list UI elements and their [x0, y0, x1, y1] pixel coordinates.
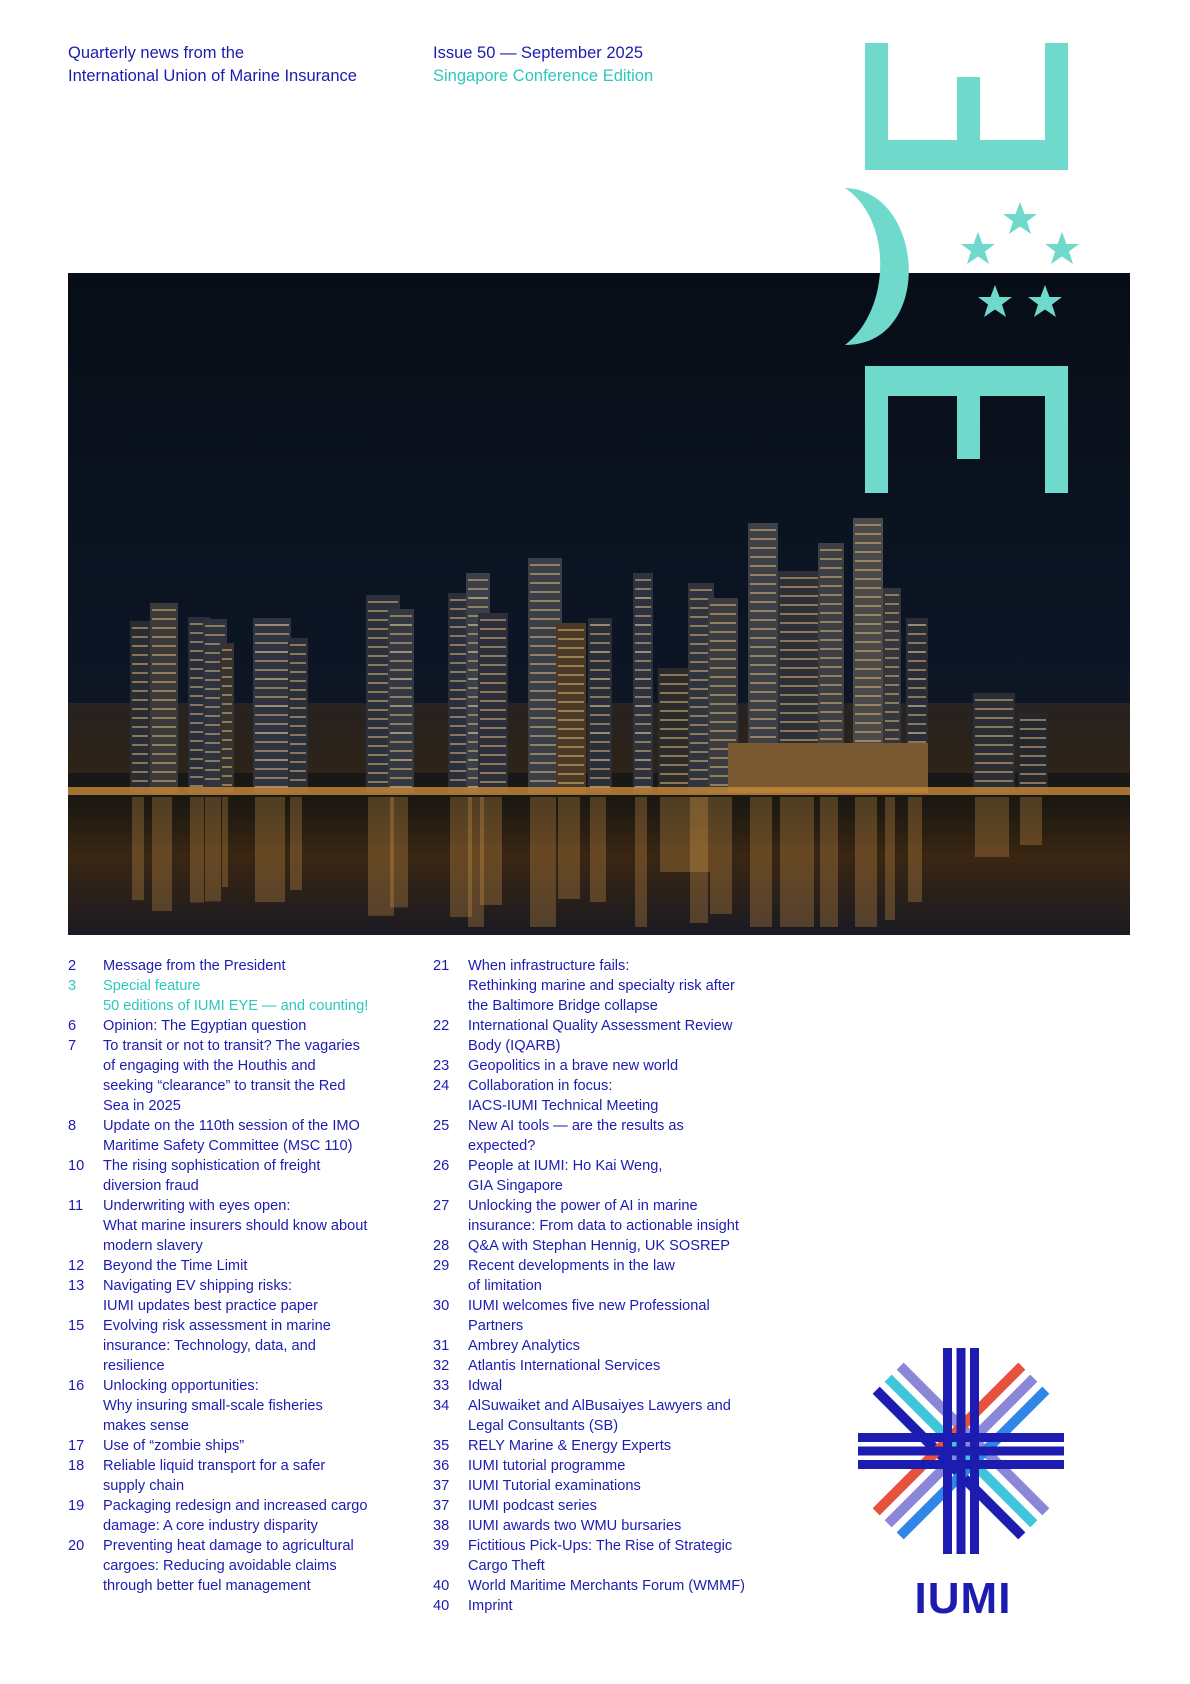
toc-entry[interactable] — [433, 1516, 793, 1536]
toc-title-line: Underwriting with eyes open: — [103, 1198, 291, 1214]
toc-entry[interactable] — [433, 956, 793, 1016]
toc-title-line: Geopolitics in a brave new world — [468, 1058, 679, 1074]
toc-title-line: Unlocking opportunities: — [103, 1378, 259, 1394]
toc-page-number: 25 — [433, 1118, 450, 1134]
toc-entry[interactable] — [68, 1436, 398, 1456]
toc-title-line: GIA Singapore — [468, 1178, 563, 1194]
toc-title — [103, 1276, 398, 1316]
toc-page-number: 33 — [433, 1378, 450, 1394]
toc-title-line: of engaging with the Houthis and — [103, 1058, 316, 1074]
toc-page-number: 22 — [433, 1018, 450, 1034]
header-right — [433, 42, 653, 88]
toc-page-number: 7 — [68, 1038, 77, 1054]
toc-page-number: 3 — [68, 978, 77, 994]
toc-title-line: damage: A core industry disparity — [103, 1518, 318, 1534]
toc-page-number: 11 — [68, 1198, 84, 1214]
issue-label: Issue 50 — September 2025 — [433, 44, 644, 62]
toc-page-number: 12 — [68, 1258, 85, 1274]
toc-entry[interactable] — [433, 1356, 793, 1376]
toc-page-number: 21 — [433, 958, 450, 974]
toc-entry[interactable] — [68, 1116, 398, 1156]
toc-title — [468, 1296, 793, 1336]
toc-title — [103, 976, 398, 1016]
toc-title — [103, 956, 398, 976]
toc-title-line: Fictitious Pick-Ups: The Rise of Strategic — [468, 1538, 733, 1554]
toc-title-line: Rethinking marine and specialty risk after — [468, 978, 735, 994]
toc-title — [468, 1076, 793, 1116]
toc-title — [468, 1056, 793, 1076]
toc-entry[interactable] — [433, 1596, 793, 1616]
toc-title — [468, 1576, 793, 1596]
toc-entry[interactable] — [68, 1196, 398, 1256]
toc-entry[interactable] — [68, 1016, 398, 1036]
toc-title-line: IUMI updates best practice paper — [103, 1298, 318, 1314]
toc-entry[interactable] — [68, 1496, 398, 1536]
toc-title-line: IUMI tutorial programme — [468, 1458, 626, 1474]
toc-title-line: International Quality Assessment Review — [468, 1018, 733, 1034]
toc-title-line: Message from the President — [103, 958, 286, 974]
toc-page-number: 37 — [433, 1498, 450, 1514]
toc-title-line: Cargo Theft — [468, 1558, 545, 1574]
toc-title — [468, 956, 793, 1016]
toc-title-line: Legal Consultants (SB) — [468, 1418, 619, 1434]
toc-page-number: 27 — [433, 1198, 450, 1214]
toc-title-line: The rising sophistication of freight — [103, 1158, 321, 1174]
toc-title-line: Maritime Safety Committee (MSC 110) — [103, 1138, 353, 1154]
toc-entry[interactable] — [433, 1536, 793, 1576]
toc-page-number: 39 — [433, 1538, 450, 1554]
toc-title — [468, 1156, 793, 1196]
toc-title — [468, 1376, 793, 1396]
toc-title-line: Unlocking the power of AI in marine — [468, 1198, 698, 1214]
toc-title — [103, 1116, 398, 1156]
toc-title-line: insurance: Technology, data, and — [103, 1338, 316, 1354]
toc-title-line: RELY Marine & Energy Experts — [468, 1438, 672, 1454]
toc-page-number: 34 — [433, 1398, 450, 1414]
toc-title-line: Why insuring small-scale fisheries — [103, 1398, 323, 1414]
toc-title — [468, 1496, 793, 1516]
toc-title-line: Idwal — [468, 1378, 503, 1394]
toc-entry[interactable] — [433, 1336, 793, 1356]
toc-title-line: Body (IQARB) — [468, 1038, 561, 1054]
toc-entry[interactable] — [68, 976, 398, 1016]
toc-title-line: Packaging redesign and increased cargo — [103, 1498, 368, 1514]
toc-page-number: 36 — [433, 1458, 450, 1474]
toc-title — [103, 1196, 398, 1256]
toc-title-line: the Baltimore Bridge collapse — [468, 998, 658, 1014]
toc-entry[interactable] — [433, 1196, 793, 1236]
toc-title-line: Preventing heat damage to agricultural — [103, 1538, 354, 1554]
toc-page-number: 29 — [433, 1258, 450, 1274]
toc-title — [468, 1196, 793, 1236]
toc-title-line: AlSuwaiket and AlBusaiyes Lawyers and — [468, 1398, 731, 1414]
toc-title — [103, 1316, 398, 1376]
iumi-wordmark: IUMI — [914, 1574, 1012, 1623]
toc-page-number: 23 — [433, 1058, 450, 1074]
toc-title-line: resilience — [103, 1358, 165, 1374]
edition-label: Singapore Conference Edition — [433, 67, 654, 85]
toc-title — [468, 1596, 793, 1616]
toc-title — [103, 1456, 398, 1496]
toc-title-line: of limitation — [468, 1278, 542, 1294]
toc-title — [103, 1496, 398, 1536]
toc-title-line: insurance: From data to actionable insight — [468, 1218, 739, 1234]
toc-title-line: makes sense — [103, 1418, 189, 1434]
toc-title-line: Navigating EV shipping risks: — [103, 1278, 292, 1294]
toc-title — [468, 1436, 793, 1456]
toc-title-line: World Maritime Merchants Forum (WMMF) — [468, 1578, 746, 1594]
header-tagline-line2: International Union of Marine Insurance — [68, 67, 357, 85]
toc-title — [468, 1116, 793, 1156]
toc-title-line: IUMI awards two WMU bursaries — [468, 1518, 682, 1534]
toc-page-number: 2 — [68, 958, 77, 974]
toc-page-number: 24 — [433, 1078, 450, 1094]
toc-title-line: through better fuel management — [103, 1578, 311, 1594]
toc-page-number: 35 — [433, 1438, 450, 1454]
eye-logo-icon — [845, 40, 1090, 495]
toc-title — [103, 1036, 398, 1116]
header-left — [68, 42, 357, 88]
toc-page-number: 13 — [68, 1278, 85, 1294]
toc-title-line: When infrastructure fails: — [468, 958, 630, 974]
toc-title — [103, 1376, 398, 1436]
toc-entry[interactable] — [433, 1576, 793, 1596]
toc-page-number: 6 — [68, 1018, 77, 1034]
toc-title — [468, 1476, 793, 1496]
toc-entry[interactable] — [68, 1036, 398, 1116]
toc-title-line: Ambrey Analytics — [468, 1338, 580, 1354]
toc-entry[interactable] — [68, 1456, 398, 1496]
toc-title-line: Beyond the Time Limit — [103, 1258, 248, 1274]
toc-entry[interactable] — [433, 1296, 793, 1336]
toc-title-line: seeking “clearance” to transit the Red — [103, 1078, 346, 1094]
toc-title-line: Recent developments in the law — [468, 1258, 675, 1274]
toc-entry[interactable] — [433, 1476, 793, 1496]
toc-title — [468, 1396, 793, 1436]
toc-page-number: 18 — [68, 1458, 85, 1474]
toc-title — [468, 1456, 793, 1476]
toc-entry[interactable] — [433, 1256, 793, 1296]
toc-title-line: modern slavery — [103, 1238, 203, 1254]
toc-page-number: 37 — [433, 1478, 450, 1494]
toc-entry[interactable] — [68, 956, 398, 976]
toc-title — [103, 1536, 398, 1596]
toc-entry[interactable] — [68, 1256, 398, 1276]
toc-page-number: 26 — [433, 1158, 450, 1174]
toc-title — [468, 1016, 793, 1056]
toc-title-line: IUMI Tutorial examinations — [468, 1478, 641, 1494]
toc-entry[interactable] — [433, 1236, 793, 1256]
toc-page-number: 32 — [433, 1358, 450, 1374]
header-tagline-line1: Quarterly news from the — [68, 44, 245, 62]
toc-title — [468, 1536, 793, 1576]
toc-title-line: New AI tools — are the results as — [468, 1118, 684, 1134]
toc-title-line: Collaboration in focus: — [468, 1078, 613, 1094]
toc-title — [103, 1256, 398, 1276]
toc-page-number: 30 — [433, 1298, 450, 1314]
toc-title — [468, 1256, 793, 1296]
toc-page-number: 20 — [68, 1538, 85, 1554]
toc-entry[interactable] — [433, 1116, 793, 1156]
toc-title — [103, 1436, 398, 1456]
toc-title — [468, 1516, 793, 1536]
toc-title-line: Q&A with Stephan Hennig, UK SOSREP — [468, 1238, 731, 1254]
toc-title-line: Use of “zombie ships” — [103, 1438, 245, 1454]
toc-entry[interactable] — [433, 1016, 793, 1056]
toc-page-number: 8 — [68, 1118, 77, 1134]
toc-entry[interactable] — [433, 1456, 793, 1476]
toc-entry[interactable] — [433, 1396, 793, 1436]
toc-title — [103, 1016, 398, 1036]
toc-entry[interactable] — [433, 1496, 793, 1516]
toc-title-line: Reliable liquid transport for a safer — [103, 1458, 326, 1474]
toc-title-line: Evolving risk assessment in marine — [103, 1318, 331, 1334]
toc-title-line: Update on the 110th session of the IMO — [103, 1118, 360, 1134]
toc-title-line: diversion fraud — [103, 1178, 199, 1194]
toc-entry[interactable] — [433, 1156, 793, 1196]
toc-title-line: supply chain — [103, 1478, 185, 1494]
toc-title — [468, 1336, 793, 1356]
toc-title-line: Sea in 2025 — [103, 1098, 181, 1114]
toc-page-number: 10 — [68, 1158, 85, 1174]
toc-title-line: People at IUMI: Ho Kai Weng, — [468, 1158, 663, 1174]
toc-page-number: 19 — [68, 1498, 85, 1514]
toc-page-number: 38 — [433, 1518, 450, 1534]
toc-entry[interactable] — [68, 1316, 398, 1376]
toc-title — [468, 1356, 793, 1376]
toc-title-line: To transit or not to transit? The vagaries — [103, 1038, 360, 1054]
toc-entry[interactable] — [433, 1076, 793, 1116]
toc-title-line: What marine insurers should know about — [103, 1218, 368, 1234]
toc-title — [103, 1156, 398, 1196]
toc-page-number: 40 — [433, 1578, 450, 1594]
toc-page-number: 40 — [433, 1598, 450, 1614]
toc-left-column — [68, 956, 398, 1596]
toc-entry[interactable] — [68, 1536, 398, 1596]
toc-entry[interactable] — [68, 1156, 398, 1196]
toc-page-number: 28 — [433, 1238, 450, 1254]
toc-entry[interactable] — [68, 1376, 398, 1436]
toc-title-line: Special feature — [103, 978, 201, 994]
toc-title-line: Partners — [468, 1318, 524, 1334]
iumi-star-logo-icon — [858, 1346, 1064, 1556]
toc-title-line: Atlantis International Services — [468, 1358, 661, 1374]
toc-title-line: IACS-IUMI Technical Meeting — [468, 1098, 659, 1114]
toc-entry[interactable] — [433, 1376, 793, 1396]
toc-title-line: cargoes: Reducing avoidable claims — [103, 1558, 337, 1574]
toc-title-line: Imprint — [468, 1598, 513, 1614]
toc-title — [468, 1236, 793, 1256]
toc-page-number: 16 — [68, 1378, 85, 1394]
toc-entry[interactable] — [433, 1436, 793, 1456]
toc-title-line: IUMI welcomes five new Professional — [468, 1298, 710, 1314]
toc-title-line: expected? — [468, 1138, 536, 1154]
toc-entry[interactable] — [433, 1056, 793, 1076]
toc-page-number: 15 — [68, 1318, 85, 1334]
toc-right-column — [433, 956, 793, 1616]
toc-title-line: Opinion: The Egyptian question — [103, 1018, 307, 1034]
toc-page-number: 17 — [68, 1438, 85, 1454]
toc-page-number: 31 — [433, 1338, 450, 1354]
toc-title-line: IUMI podcast series — [468, 1498, 597, 1514]
toc-title-line: 50 editions of IUMI EYE — and counting! — [103, 998, 369, 1014]
toc-entry[interactable] — [68, 1276, 398, 1316]
